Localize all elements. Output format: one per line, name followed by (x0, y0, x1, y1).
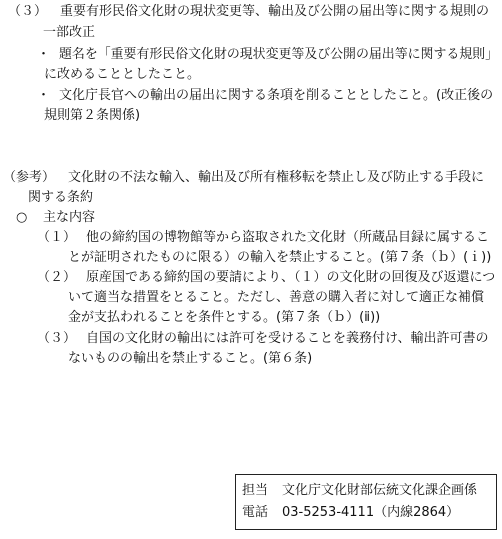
section3-number: （３） (8, 4, 48, 19)
contact-box (235, 474, 497, 530)
section3-item2-bullet: ・ (37, 88, 51, 103)
reference-item3-line2: ないものの輸出を禁止すること。(第６条) (68, 351, 313, 366)
contact-person-value: 文化庁文化財部伝統文化課企画係 (282, 483, 478, 498)
section3-item1-line1: 題名を「重要有形民俗文化財の現状変更等及び公開の届出等に関する規則」 (59, 47, 499, 62)
contact-person-label: 担当 (242, 483, 269, 498)
section3-item1-line2: に改めることとしたこと。 (44, 67, 201, 82)
contents-heading: 主な内容 (43, 210, 96, 225)
section3-title-line1: 重要有形民俗文化財の現状変更等、輸出及び公開の届出等に関する規則の (60, 4, 490, 19)
contact-phone-row (242, 503, 459, 523)
reference-item1-line2: とが証明されたものに限る）の輸入を禁止すること。(第７条（ｂ）(ｉ)) (68, 250, 492, 265)
section3-item1-bullet: ・ (37, 47, 51, 62)
reference-item2-line1: 原産国である締約国の要請により、（１）の文化財の回復及び返還につ (86, 270, 496, 285)
contents-circle-icon: ○ (16, 210, 28, 225)
reference-title-line1: 文化財の不法な輸入、輸出及び所有権移転を禁止し及び防止する手段に (68, 170, 485, 185)
reference-label: （参考） (3, 170, 56, 185)
reference-item1-line1: 他の締約国の博物館等から盗取された文化財（所蔵品目録に属するこ (86, 230, 490, 245)
section3-item2-line1: 文化庁長官への輸出の届出に関する条項を削ることとしたこと。(改正後の (59, 88, 494, 103)
reference-item3-line1: 自国の文化財の輸出には許可を受けることを義務付け、輸出許可書の (86, 331, 489, 346)
reference-item1-num: （１） (37, 230, 77, 245)
contact-person-row (242, 481, 477, 501)
contact-phone-value: 03-5253-4111（内線2864） (282, 505, 460, 520)
section3-item2-line2: 規則第２条関係) (44, 108, 141, 123)
section3-title-line2: 一部改正 (43, 25, 96, 40)
contact-phone-label: 電話 (242, 505, 269, 520)
reference-item2-line2: いて適当な措置をとること。ただし、善意の購入者に対して適正な補償 (68, 290, 485, 305)
reference-item2-line3: 金が支払われることを条件とする。(第７条（ｂ）(ⅱ)) (68, 310, 381, 325)
reference-title-line2: 関する条約 (28, 190, 94, 205)
reference-item2-num: （２） (37, 270, 77, 285)
reference-item3-num: （３） (37, 331, 77, 346)
